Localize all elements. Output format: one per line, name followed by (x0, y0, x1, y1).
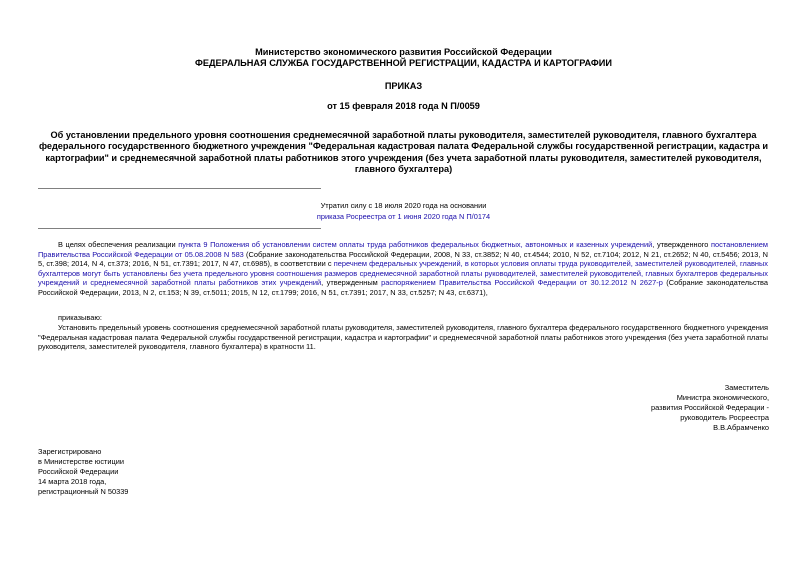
signature-name: В.В.Абрамченко (713, 423, 769, 432)
registration-block (38, 447, 238, 497)
preamble-text-1: В целях обеспечения реализации (58, 240, 179, 249)
link-regulation-point-9[interactable]: пункта 9 Положения об установлении систем оплаты труда работников федеральных бюджетных, автономных и казенных учреждений (178, 240, 653, 249)
registration-line-1: Зарегистрировано (38, 447, 102, 456)
registration-line-3: Российской Федерации (38, 467, 119, 476)
title-line-1: Об установлении предельного уровня соотношения среднемесячной заработной платы руководителя, заместителей руководителя, главного бухгалтера (50, 130, 757, 140)
preamble-text-3: (Собрание законодательства Российской Федерации, 2008, N 33, ст.3852; N 40, ст.4544; 2010, N 52, ст.7104; 2012, N 21, ст.2652; N 40, ст.5456; 2013, N 5, ст.398; 2014, N 4, ст.373; 2016, N 51, ст.7391; 2017, N 47, ст.6985), в соответствии с (38, 249, 768, 269)
lost-force-note: Утратил силу с 18 июля 2020 года на основании (320, 201, 487, 210)
repeal-order-link[interactable]: приказа Росреестра от 1 июня 2020 года N П/0174 (316, 212, 491, 221)
link-government-order-2627[interactable]: распоряжением Правительства Российской Федерации от 30.12.2012 N 2627-р (381, 278, 663, 288)
signature-line-4: руководитель Росреестра (680, 413, 769, 422)
title-line-3: картографии" и среднемесячной заработной платы работников этого учреждения (без учета заработной платы руководителя, заместителей руководителя, (45, 152, 762, 163)
signature-line-3: развития Российской Федерации - (650, 403, 769, 412)
document-title (0, 130, 807, 176)
registration-date: 14 марта 2018 года, (38, 477, 107, 486)
link-government-decree-583[interactable]: постановлением Правительства Российской Федерации от 05.08.2008 N 583 (38, 240, 768, 259)
document-type: ПРИКАЗ (384, 81, 423, 91)
preamble-text-4: , утвержденным (321, 278, 382, 288)
divider-bottom (38, 228, 321, 229)
link-institutions-list[interactable]: перечнем федеральных учреждений, в которых условия оплаты труда руководителей, заместителей руководителей, главных бухгалтеров могут быть установлены без учета предельного уровня соотношения размеров среднемесячной заработной платы руководителей, заместителей руководителей, главных бухгалтеров федеральных учреждений и среднемесячной заработной платы работников этих учреждений (38, 259, 768, 288)
service-name: ФЕДЕРАЛЬНАЯ СЛУЖБА ГОСУДАРСТВЕННОЙ РЕГИСТРАЦИИ, КАДАСТРА И КАРТОГРАФИИ (195, 58, 612, 68)
document-date: от 15 февраля 2018 года N П/0059 (327, 101, 480, 111)
signature-line-2: Министра экономического, (676, 393, 769, 402)
order-label: приказываю: (58, 313, 102, 322)
registration-number: регистрационный N 50339 (38, 487, 129, 496)
order-paragraph: Установить предельный уровень соотношения среднемесячной заработной платы руководителя, заместителей руководителя, главного бухгалтера федерального государственного бюджетного учреждения "Федеральная кадастровая палата Федеральной службы государственной регистрации, кадастра и картографии" и среднемесячной заработной платы работников этого учреждения (без учета заработной платы руководителя, заместителей руководителя, главного бухгалтера) в кратности 11. (38, 323, 768, 352)
registration-line-2: в Министерстве юстиции (38, 457, 125, 466)
signature-block (549, 383, 769, 433)
preamble-paragraph (38, 240, 768, 298)
signature-line-1: Заместитель (724, 383, 769, 392)
preamble-text-2: , утвержденного (652, 240, 711, 249)
title-line-2: федерального государственного бюджетного учреждения "Федеральная кадастровая палата Федеральной службы государственной регистрации, кадастра и (38, 141, 769, 152)
ministry-name: Министерство экономического развития Российской Федерации (255, 47, 552, 57)
preamble-text-5: (Собрание законодательства Российской Федерации, 2013, N 2, ст.153; N 39, ст.5011; 2015, N 12, ст.1799; 2016, N 51, ст.7391; 2017, N 33, ст.5257; N 43, ст.6371), (38, 278, 768, 297)
title-line-4: главного бухгалтера) (354, 164, 453, 175)
divider-top (38, 188, 321, 189)
